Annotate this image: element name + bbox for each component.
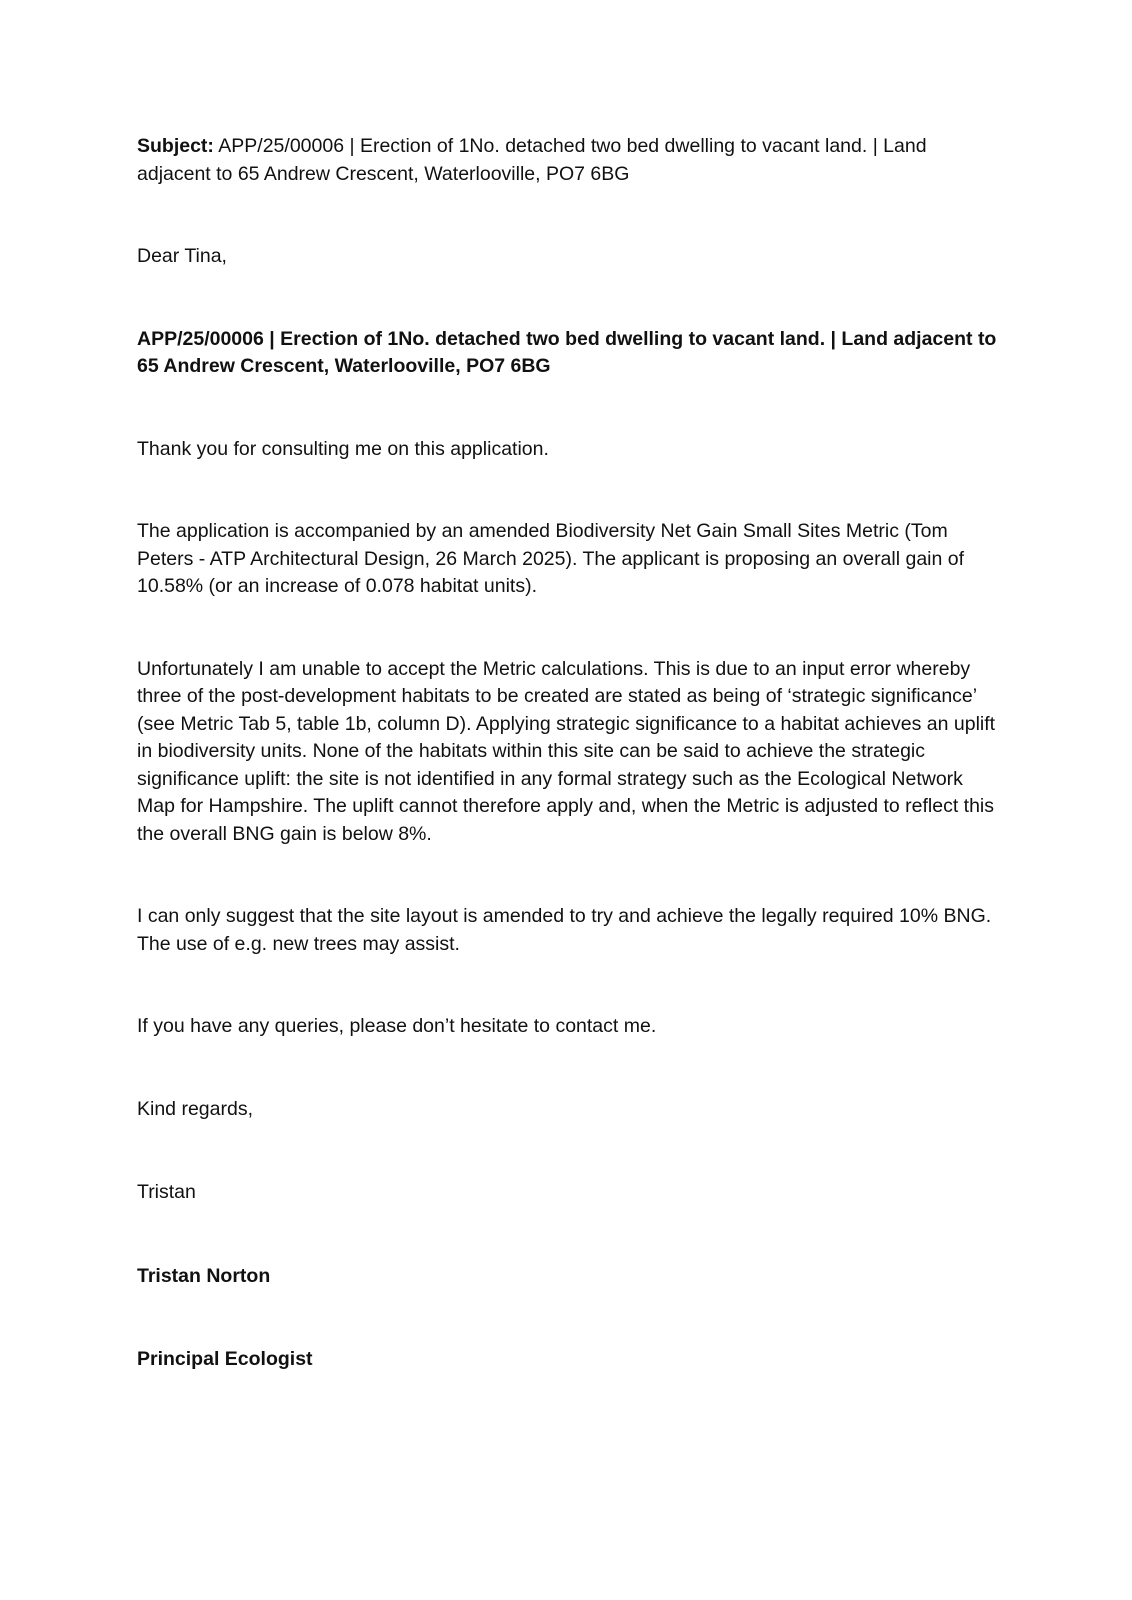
signature-first-name: Tristan bbox=[137, 1181, 196, 1203]
application-heading: APP/25/00006 | Erection of 1No. detached two bed dwelling to vacant land. | Land adjacent to 65 Andrew Crescent, Waterlooville, PO7 6BG bbox=[137, 327, 997, 377]
signature-title: Principal Ecologist bbox=[137, 1348, 313, 1370]
paragraph-metric-objection: Unfortunately I am unable to accept the Metric calculations. This is due to an input error whereby three of the post-development habitats to be created are stated as being of ‘strategic significance’ (see Metric Tab 5, table 1b, column D). Applying strategic significance to a habitat achieves an uplift in biodiversity units. None of the habitats within this site can be said to achieve the strategic significance uplift: the site is not identified in any formal strategy such as the Ecological Network Map for Hampshire. The uplift cannot therefore apply and, when the Metric is adjusted to reflect this the overall BNG gain is below 8%. bbox=[137, 657, 996, 845]
subject-label: Subject: bbox=[137, 135, 214, 157]
salutation: Dear Tina, bbox=[137, 245, 227, 267]
paragraph-thanks: Thank you for consulting me on this application. bbox=[137, 437, 549, 460]
signature-full-name: Tristan Norton bbox=[137, 1264, 271, 1287]
closing: Kind regards, bbox=[137, 1097, 253, 1120]
subject-line bbox=[137, 133, 999, 188]
letter-body bbox=[137, 133, 999, 1374]
paragraph-suggestion: I can only suggest that the site layout is amended to try and achieve the legally required 10% BNG. The use of e.g. new trees may assist. bbox=[137, 905, 992, 955]
paragraph-application-summary: The application is accompanied by an amended Biodiversity Net Gain Small Sites Metric (Tom Peters - ATP Architectural Design, 26 March 2025). The applicant is proposing an overall gain of 10.58% (or an increase of 0.078 habitat units). bbox=[137, 520, 965, 597]
subject-text: APP/25/00006 | Erection of 1No. detached two bed dwelling to vacant land. | Land adjacent to 65 Andrew Crescent, Waterlooville, PO7 6BG bbox=[137, 135, 927, 185]
paragraph-queries: If you have any queries, please don’t hesitate to contact me. bbox=[137, 1015, 657, 1037]
